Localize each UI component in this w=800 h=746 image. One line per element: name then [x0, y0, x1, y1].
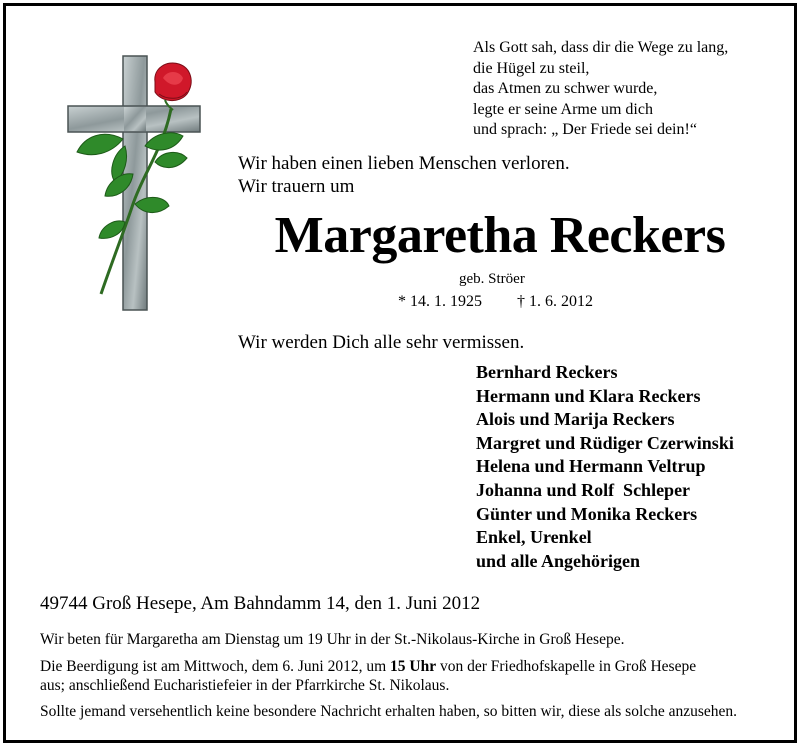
mourner: Hermann und Klara Reckers — [476, 385, 701, 406]
intro-line-2: Wir trauern um — [238, 176, 355, 197]
poem-line: die Hügel zu steil, — [473, 59, 590, 77]
poem — [473, 38, 728, 141]
mourner: Margret und Rüdiger Czerwinski — [476, 432, 734, 453]
mourners-list — [476, 361, 734, 573]
mourner: Bernhard Reckers — [476, 362, 618, 382]
intro-text — [238, 152, 570, 198]
burial-text-post: von der Friedhofskapelle in Groß Hesepe — [436, 658, 697, 675]
rose-icon — [155, 63, 191, 110]
mourner: Alois und Marija Reckers — [476, 409, 675, 430]
maiden-name: geb. Ströer — [459, 271, 525, 287]
poem-line: das Atmen zu schwer wurde, — [473, 80, 658, 98]
mourner: Johanna und Rolf Schleper — [476, 479, 691, 500]
intro-line-1: Wir haben einen lieben Menschen verloren. — [238, 153, 570, 174]
cross-with-rose-illustration — [63, 54, 205, 312]
mourner: Enkel, Urenkel — [476, 527, 592, 548]
place-and-date: 49744 Groß Hesepe, Am Bahndamm 14, den 1. Juni 2012 — [40, 593, 481, 614]
burial-line-2: aus; anschließend Eucharistiefeier in der Pfarrkirche St. Nikolaus. — [40, 677, 450, 694]
mourner: Günter und Monika Reckers — [476, 503, 698, 524]
burial-text-pre: Die Beerdigung ist am Mittwoch, dem 6. Juni 2012, um — [40, 658, 391, 675]
poem-line: und sprach: „ Der Friede sei dein!“ — [473, 121, 697, 139]
closing-note: Sollte jemand versehentlich keine besondere Nachricht erhalten haben, so bitten wir, diese als solche anzusehen. — [40, 703, 738, 720]
prayer-note: Wir beten für Margaretha am Dienstag um 19 Uhr in der St.-Nikolaus-Kirche in Groß Hesepe. — [40, 631, 625, 648]
birth-date: * 14. 1. 1925 — [398, 293, 482, 310]
burial-note — [40, 657, 696, 695]
burial-time: 15 Uhr — [390, 658, 437, 675]
poem-line: Als Gott sah, dass dir die Wege zu lang, — [473, 39, 729, 56]
poem-line: legte er seine Arme um dich — [473, 100, 653, 118]
death-date: † 1. 6. 2012 — [517, 293, 593, 310]
cross-icon — [63, 54, 205, 312]
mourner: Helena und Hermann Veltrup — [476, 456, 706, 477]
miss-text: Wir werden Dich alle sehr vermissen. — [238, 332, 525, 353]
deceased-name: Margaretha Reckers — [274, 207, 726, 264]
mourner: und alle Angehörigen — [476, 550, 641, 571]
burial-line-1 — [40, 657, 696, 676]
